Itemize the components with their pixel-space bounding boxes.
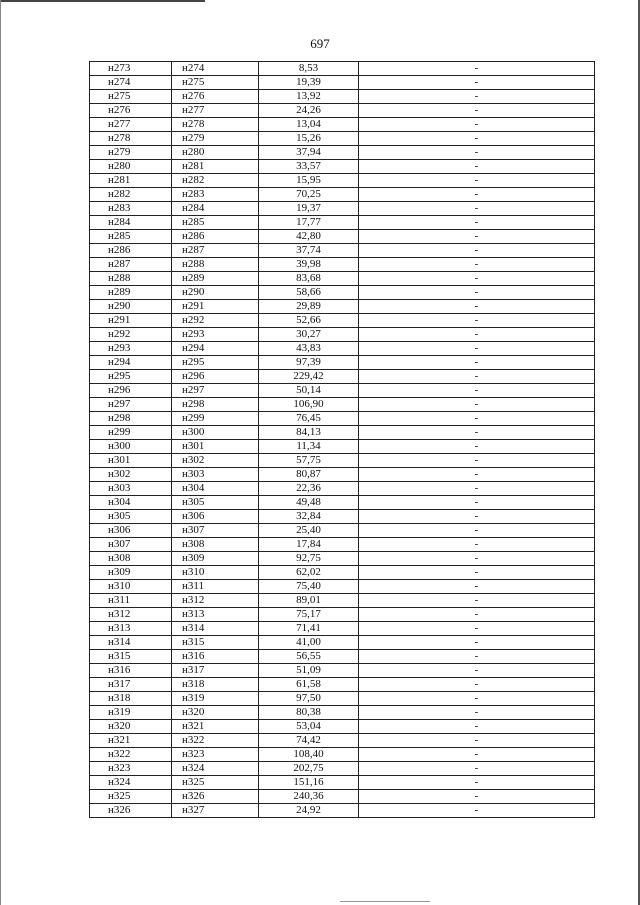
point-to-cell: н313 bbox=[172, 608, 259, 622]
distance-cell: 240,36 bbox=[259, 790, 359, 804]
table-row bbox=[90, 776, 595, 790]
point-to-cell: н299 bbox=[172, 412, 259, 426]
point-to-cell: н316 bbox=[172, 650, 259, 664]
point-from-cell: н308 bbox=[90, 552, 172, 566]
distance-cell: 49,48 bbox=[259, 496, 359, 510]
point-to-cell: н288 bbox=[172, 258, 259, 272]
note-cell: - bbox=[359, 692, 595, 706]
note-cell: - bbox=[359, 258, 595, 272]
point-from-cell: н320 bbox=[90, 720, 172, 734]
point-from-cell: н288 bbox=[90, 272, 172, 286]
note-cell: - bbox=[359, 188, 595, 202]
point-to-cell: н287 bbox=[172, 244, 259, 258]
distance-cell: 22,36 bbox=[259, 482, 359, 496]
point-to-cell: н320 bbox=[172, 706, 259, 720]
distance-cell: 84,13 bbox=[259, 426, 359, 440]
note-cell: - bbox=[359, 286, 595, 300]
table-row bbox=[90, 188, 595, 202]
table-row bbox=[90, 804, 595, 818]
distance-cell: 151,16 bbox=[259, 776, 359, 790]
page-number: 697 bbox=[310, 36, 330, 51]
table-row bbox=[90, 622, 595, 636]
note-cell: - bbox=[359, 160, 595, 174]
table-row bbox=[90, 412, 595, 426]
point-from-cell: н275 bbox=[90, 90, 172, 104]
point-from-cell: н292 bbox=[90, 328, 172, 342]
point-from-cell: н316 bbox=[90, 664, 172, 678]
note-cell: - bbox=[359, 104, 595, 118]
distance-cell: 106,90 bbox=[259, 398, 359, 412]
point-from-cell: н303 bbox=[90, 482, 172, 496]
point-from-cell: н302 bbox=[90, 468, 172, 482]
distance-cell: 43,83 bbox=[259, 342, 359, 356]
note-cell: - bbox=[359, 524, 595, 538]
table-row bbox=[90, 790, 595, 804]
table-row bbox=[90, 468, 595, 482]
note-cell: - bbox=[359, 510, 595, 524]
point-from-cell: н299 bbox=[90, 426, 172, 440]
note-cell: - bbox=[359, 440, 595, 454]
table-row bbox=[90, 328, 595, 342]
table-row bbox=[90, 426, 595, 440]
point-to-cell: н303 bbox=[172, 468, 259, 482]
point-from-cell: н295 bbox=[90, 370, 172, 384]
table-row bbox=[90, 748, 595, 762]
point-from-cell: н297 bbox=[90, 398, 172, 412]
point-from-cell: н286 bbox=[90, 244, 172, 258]
note-cell: - bbox=[359, 608, 595, 622]
distance-cell: 17,77 bbox=[259, 216, 359, 230]
point-to-cell: н286 bbox=[172, 230, 259, 244]
distance-cell: 13,92 bbox=[259, 90, 359, 104]
note-cell: - bbox=[359, 230, 595, 244]
note-cell: - bbox=[359, 342, 595, 356]
note-cell: - bbox=[359, 566, 595, 580]
note-cell: - bbox=[359, 370, 595, 384]
note-cell: - bbox=[359, 580, 595, 594]
point-to-cell: н300 bbox=[172, 426, 259, 440]
distance-cell: 58,66 bbox=[259, 286, 359, 300]
scan-edge-top bbox=[0, 0, 205, 2]
note-cell: - bbox=[359, 594, 595, 608]
note-cell: - bbox=[359, 62, 595, 76]
distance-cell: 17,84 bbox=[259, 538, 359, 552]
point-to-cell: н282 bbox=[172, 174, 259, 188]
table-row bbox=[90, 286, 595, 300]
point-from-cell: н325 bbox=[90, 790, 172, 804]
distance-cell: 30,27 bbox=[259, 328, 359, 342]
point-to-cell: н274 bbox=[172, 62, 259, 76]
note-cell: - bbox=[359, 426, 595, 440]
point-to-cell: н318 bbox=[172, 678, 259, 692]
table-row bbox=[90, 174, 595, 188]
point-from-cell: н311 bbox=[90, 594, 172, 608]
note-cell: - bbox=[359, 412, 595, 426]
table-row bbox=[90, 272, 595, 286]
distance-cell: 108,40 bbox=[259, 748, 359, 762]
table-row bbox=[90, 244, 595, 258]
note-cell: - bbox=[359, 328, 595, 342]
note-cell: - bbox=[359, 762, 595, 776]
point-to-cell: н297 bbox=[172, 384, 259, 398]
distance-cell: 11,34 bbox=[259, 440, 359, 454]
point-from-cell: н283 bbox=[90, 202, 172, 216]
point-from-cell: н306 bbox=[90, 524, 172, 538]
distance-cell: 19,39 bbox=[259, 76, 359, 90]
point-to-cell: н280 bbox=[172, 146, 259, 160]
note-cell: - bbox=[359, 482, 595, 496]
note-cell: - bbox=[359, 650, 595, 664]
point-to-cell: н276 bbox=[172, 90, 259, 104]
distance-cell: 25,40 bbox=[259, 524, 359, 538]
point-from-cell: н309 bbox=[90, 566, 172, 580]
point-to-cell: н278 bbox=[172, 118, 259, 132]
point-from-cell: н313 bbox=[90, 622, 172, 636]
distance-cell: 32,84 bbox=[259, 510, 359, 524]
scan-edge-bottom bbox=[340, 901, 430, 902]
table-row bbox=[90, 482, 595, 496]
table-row bbox=[90, 398, 595, 412]
note-cell: - bbox=[359, 132, 595, 146]
table-row bbox=[90, 258, 595, 272]
distance-cell: 76,45 bbox=[259, 412, 359, 426]
table-row bbox=[90, 62, 595, 76]
note-cell: - bbox=[359, 272, 595, 286]
point-to-cell: н281 bbox=[172, 160, 259, 174]
point-to-cell: н279 bbox=[172, 132, 259, 146]
distance-cell: 29,89 bbox=[259, 300, 359, 314]
point-from-cell: н323 bbox=[90, 762, 172, 776]
point-from-cell: н294 bbox=[90, 356, 172, 370]
distance-cell: 89,01 bbox=[259, 594, 359, 608]
point-from-cell: н322 bbox=[90, 748, 172, 762]
note-cell: - bbox=[359, 706, 595, 720]
note-cell: - bbox=[359, 146, 595, 160]
point-from-cell: н278 bbox=[90, 132, 172, 146]
point-to-cell: н296 bbox=[172, 370, 259, 384]
point-to-cell: н301 bbox=[172, 440, 259, 454]
point-from-cell: н314 bbox=[90, 636, 172, 650]
table-row bbox=[90, 734, 595, 748]
note-cell: - bbox=[359, 622, 595, 636]
note-cell: - bbox=[359, 216, 595, 230]
point-from-cell: н289 bbox=[90, 286, 172, 300]
distance-cell: 8,53 bbox=[259, 62, 359, 76]
distance-cell: 15,95 bbox=[259, 174, 359, 188]
point-from-cell: н285 bbox=[90, 230, 172, 244]
point-from-cell: н305 bbox=[90, 510, 172, 524]
note-cell: - bbox=[359, 664, 595, 678]
note-cell: - bbox=[359, 202, 595, 216]
point-to-cell: н307 bbox=[172, 524, 259, 538]
boundary-points-table bbox=[89, 61, 595, 818]
point-to-cell: н290 bbox=[172, 286, 259, 300]
distance-cell: 42,80 bbox=[259, 230, 359, 244]
table-row bbox=[90, 146, 595, 160]
distance-cell: 13,04 bbox=[259, 118, 359, 132]
distance-cell: 57,75 bbox=[259, 454, 359, 468]
distance-cell: 97,50 bbox=[259, 692, 359, 706]
point-to-cell: н283 bbox=[172, 188, 259, 202]
distance-cell: 15,26 bbox=[259, 132, 359, 146]
table-row bbox=[90, 594, 595, 608]
table-row bbox=[90, 104, 595, 118]
point-from-cell: н301 bbox=[90, 454, 172, 468]
point-to-cell: н314 bbox=[172, 622, 259, 636]
distance-cell: 19,37 bbox=[259, 202, 359, 216]
note-cell: - bbox=[359, 468, 595, 482]
table-row bbox=[90, 496, 595, 510]
point-from-cell: н304 bbox=[90, 496, 172, 510]
table-row bbox=[90, 650, 595, 664]
table-row bbox=[90, 342, 595, 356]
table-row bbox=[90, 510, 595, 524]
table-row bbox=[90, 720, 595, 734]
note-cell: - bbox=[359, 804, 595, 818]
point-from-cell: н318 bbox=[90, 692, 172, 706]
distance-cell: 41,00 bbox=[259, 636, 359, 650]
note-cell: - bbox=[359, 734, 595, 748]
point-from-cell: н324 bbox=[90, 776, 172, 790]
note-cell: - bbox=[359, 538, 595, 552]
note-cell: - bbox=[359, 636, 595, 650]
note-cell: - bbox=[359, 76, 595, 90]
point-from-cell: н296 bbox=[90, 384, 172, 398]
point-to-cell: н295 bbox=[172, 356, 259, 370]
point-to-cell: н315 bbox=[172, 636, 259, 650]
distance-cell: 52,66 bbox=[259, 314, 359, 328]
point-to-cell: н291 bbox=[172, 300, 259, 314]
distance-cell: 53,04 bbox=[259, 720, 359, 734]
point-to-cell: н302 bbox=[172, 454, 259, 468]
note-cell: - bbox=[359, 314, 595, 328]
table-row bbox=[90, 454, 595, 468]
distance-cell: 80,38 bbox=[259, 706, 359, 720]
distance-cell: 37,94 bbox=[259, 146, 359, 160]
table-row bbox=[90, 580, 595, 594]
note-cell: - bbox=[359, 244, 595, 258]
distance-cell: 97,39 bbox=[259, 356, 359, 370]
note-cell: - bbox=[359, 776, 595, 790]
note-cell: - bbox=[359, 384, 595, 398]
point-to-cell: н275 bbox=[172, 76, 259, 90]
distance-cell: 83,68 bbox=[259, 272, 359, 286]
table-row bbox=[90, 706, 595, 720]
note-cell: - bbox=[359, 90, 595, 104]
table-row bbox=[90, 692, 595, 706]
table-row bbox=[90, 370, 595, 384]
point-to-cell: н326 bbox=[172, 790, 259, 804]
table-row bbox=[90, 636, 595, 650]
point-to-cell: н294 bbox=[172, 342, 259, 356]
point-to-cell: н306 bbox=[172, 510, 259, 524]
table-row bbox=[90, 230, 595, 244]
point-from-cell: н291 bbox=[90, 314, 172, 328]
table-row bbox=[90, 440, 595, 454]
point-to-cell: н324 bbox=[172, 762, 259, 776]
distance-cell: 37,74 bbox=[259, 244, 359, 258]
distance-cell: 33,57 bbox=[259, 160, 359, 174]
point-from-cell: н276 bbox=[90, 104, 172, 118]
point-from-cell: н300 bbox=[90, 440, 172, 454]
table-row bbox=[90, 384, 595, 398]
point-to-cell: н321 bbox=[172, 720, 259, 734]
point-to-cell: н308 bbox=[172, 538, 259, 552]
point-from-cell: н317 bbox=[90, 678, 172, 692]
point-from-cell: н312 bbox=[90, 608, 172, 622]
distance-cell: 75,40 bbox=[259, 580, 359, 594]
table-row bbox=[90, 300, 595, 314]
distance-cell: 24,26 bbox=[259, 104, 359, 118]
table-row bbox=[90, 76, 595, 90]
point-from-cell: н281 bbox=[90, 174, 172, 188]
note-cell: - bbox=[359, 300, 595, 314]
distance-cell: 229,42 bbox=[259, 370, 359, 384]
note-cell: - bbox=[359, 552, 595, 566]
table-row bbox=[90, 538, 595, 552]
table-row bbox=[90, 664, 595, 678]
distance-cell: 80,87 bbox=[259, 468, 359, 482]
table-body bbox=[90, 62, 595, 818]
note-cell: - bbox=[359, 496, 595, 510]
point-to-cell: н319 bbox=[172, 692, 259, 706]
table-row bbox=[90, 678, 595, 692]
distance-cell: 56,55 bbox=[259, 650, 359, 664]
point-to-cell: н277 bbox=[172, 104, 259, 118]
point-to-cell: н317 bbox=[172, 664, 259, 678]
point-from-cell: н307 bbox=[90, 538, 172, 552]
point-from-cell: н277 bbox=[90, 118, 172, 132]
point-to-cell: н284 bbox=[172, 202, 259, 216]
table-row bbox=[90, 314, 595, 328]
table-row bbox=[90, 118, 595, 132]
table-row bbox=[90, 524, 595, 538]
point-to-cell: н305 bbox=[172, 496, 259, 510]
point-to-cell: н298 bbox=[172, 398, 259, 412]
point-from-cell: н315 bbox=[90, 650, 172, 664]
point-from-cell: н273 bbox=[90, 62, 172, 76]
table-row bbox=[90, 132, 595, 146]
point-from-cell: н290 bbox=[90, 300, 172, 314]
point-to-cell: н327 bbox=[172, 804, 259, 818]
point-from-cell: н284 bbox=[90, 216, 172, 230]
note-cell: - bbox=[359, 398, 595, 412]
point-from-cell: н280 bbox=[90, 160, 172, 174]
point-to-cell: н292 bbox=[172, 314, 259, 328]
point-from-cell: н274 bbox=[90, 76, 172, 90]
note-cell: - bbox=[359, 748, 595, 762]
point-from-cell: н326 bbox=[90, 804, 172, 818]
point-from-cell: н279 bbox=[90, 146, 172, 160]
point-to-cell: н309 bbox=[172, 552, 259, 566]
distance-cell: 62,02 bbox=[259, 566, 359, 580]
point-from-cell: н319 bbox=[90, 706, 172, 720]
point-to-cell: н289 bbox=[172, 272, 259, 286]
distance-cell: 39,98 bbox=[259, 258, 359, 272]
distance-cell: 70,25 bbox=[259, 188, 359, 202]
point-to-cell: н312 bbox=[172, 594, 259, 608]
note-cell: - bbox=[359, 118, 595, 132]
table-row bbox=[90, 762, 595, 776]
distance-cell: 61,58 bbox=[259, 678, 359, 692]
note-cell: - bbox=[359, 454, 595, 468]
distance-cell: 51,09 bbox=[259, 664, 359, 678]
note-cell: - bbox=[359, 356, 595, 370]
point-from-cell: н310 bbox=[90, 580, 172, 594]
table-row bbox=[90, 202, 595, 216]
point-from-cell: н298 bbox=[90, 412, 172, 426]
distance-cell: 50,14 bbox=[259, 384, 359, 398]
point-from-cell: н321 bbox=[90, 734, 172, 748]
note-cell: - bbox=[359, 790, 595, 804]
point-to-cell: н293 bbox=[172, 328, 259, 342]
table-row bbox=[90, 216, 595, 230]
point-from-cell: н287 bbox=[90, 258, 172, 272]
distance-cell: 24,92 bbox=[259, 804, 359, 818]
point-to-cell: н310 bbox=[172, 566, 259, 580]
point-to-cell: н325 bbox=[172, 776, 259, 790]
scan-edge-left bbox=[0, 0, 1, 905]
point-to-cell: н322 bbox=[172, 734, 259, 748]
point-to-cell: н304 bbox=[172, 482, 259, 496]
table-row bbox=[90, 608, 595, 622]
point-to-cell: н323 bbox=[172, 748, 259, 762]
table-row bbox=[90, 160, 595, 174]
table-row bbox=[90, 356, 595, 370]
point-to-cell: н311 bbox=[172, 580, 259, 594]
table-row bbox=[90, 566, 595, 580]
table-row bbox=[90, 552, 595, 566]
distance-cell: 71,41 bbox=[259, 622, 359, 636]
distance-cell: 75,17 bbox=[259, 608, 359, 622]
note-cell: - bbox=[359, 678, 595, 692]
distance-cell: 202,75 bbox=[259, 762, 359, 776]
note-cell: - bbox=[359, 720, 595, 734]
table-row bbox=[90, 90, 595, 104]
point-from-cell: н293 bbox=[90, 342, 172, 356]
point-from-cell: н282 bbox=[90, 188, 172, 202]
note-cell: - bbox=[359, 174, 595, 188]
distance-cell: 92,75 bbox=[259, 552, 359, 566]
distance-cell: 74,42 bbox=[259, 734, 359, 748]
point-to-cell: н285 bbox=[172, 216, 259, 230]
